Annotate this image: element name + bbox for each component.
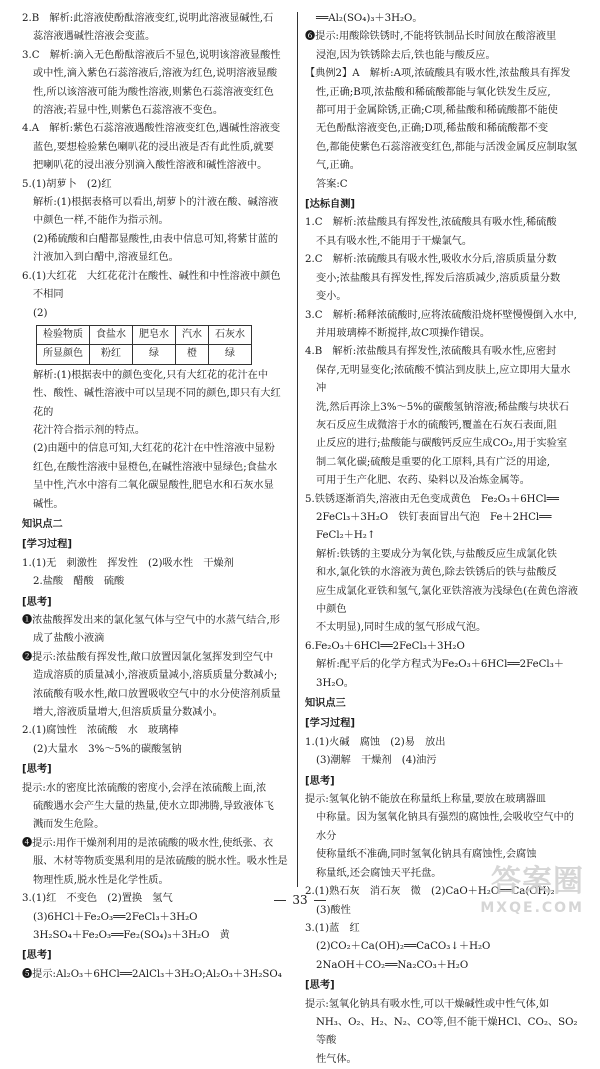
text-line: 使称量纸不准确,同时氢氧化钠具有腐蚀性,会腐蚀 — [316, 849, 537, 861]
text-line: (2)大量水 3%～5%的碳酸氢钠 — [33, 743, 182, 755]
text-line: 蕊溶液遇碱性溶液会变蓝。 — [33, 31, 156, 43]
page-number: 33 — [0, 893, 600, 907]
text-line: 【典例2】A 解析:A项,浓硫酸具有吸水性,浓盐酸具有挥发 — [305, 68, 571, 80]
text-line: 花汁符合指示剂的特点。 — [33, 424, 146, 436]
watermark-logo — [480, 856, 584, 916]
text-line: 6.(1)大红花 大红花花汁在酸性、碱性和中性溶液中颜色 — [22, 270, 281, 282]
text-line: ❺提示:Al₂O₃＋6HCl══2AlCl₃＋3H₂O;Al₂O₃＋3H₂SO₄ — [22, 968, 282, 980]
text-line: 1.(1)火碱 腐蚀 (2)易 放出 — [305, 736, 446, 748]
section-heading: 知识点三 — [305, 698, 346, 710]
text-line: 硫酸遇水会产生大量的热量,使水立即沸腾,导致液体飞 — [33, 801, 274, 813]
text-line: 灰石反应生成微溶于水的硫酸钙,覆盖在石灰石表面,阻 — [316, 419, 557, 431]
text-line: 5.铁锈逐渐消失,溶液由无色变成黄色 Fe₂O₃＋6HCl══ — [305, 493, 559, 505]
left-column — [22, 10, 290, 984]
text-line: ❷提示:浓盐酸有挥发性,敞口放置因氯化氢挥发到空气中 — [22, 651, 274, 663]
text-line: 蓝色,要想检验紫色喇叭花的浸出液是否有此性质,就要 — [33, 141, 274, 153]
text-line: (2)CO₂＋Ca(OH)₂══CaCO₃↓＋H₂O — [316, 941, 491, 953]
text-line: 汁液加入到白醋中,溶液显红色。 — [33, 252, 179, 264]
text-line: 不相同 — [33, 289, 64, 301]
text-line: 答案:C — [316, 178, 348, 190]
text-line: (3)潮解 干燥剂 (4)油污 — [316, 755, 437, 767]
text-line: 浓硫酸有吸水性,敞口放置吸收空气中的水分使溶剂质量 — [33, 688, 281, 700]
text-line: 1.(1)无 刺激性 挥发性 (2)吸水性 干燥剂 — [22, 557, 234, 569]
text-line: 呈中性,汽水中溶有二氧化碳显酸性,肥皂水和石灰水显 — [33, 480, 274, 492]
text-line: (2)由题中的信息可知,大红花的花汁在中性溶液中显粉 — [33, 443, 275, 455]
text-line: 3H₂SO₄＋Fe₂O₃══Fe₂(SO₄)₃＋3H₂O 黄 — [33, 929, 230, 941]
text-line: (3)6HCl＋Fe₂O₃══2FeCl₃＋3H₂O — [33, 911, 198, 923]
text-line: 4.B 解析:浓盐酸具有挥发性,浓硫酸具有吸水性,应密封 — [305, 346, 557, 358]
text-line: 性,所以该溶液可能为酸性溶液,则紫色石蕊溶液变红色 — [33, 86, 274, 98]
text-line: NH₃、O₂、H₂、N₂、CO等,但不能干燥HCl、CO₂、SO₂等酸 — [316, 1016, 578, 1047]
text-line: 把喇叭花的浸出液分别滴入酸性溶液和碱性溶液中。 — [33, 160, 268, 172]
text-line: 保存,无明显变化;浓硫酸不慎沾到皮肤上,应立即用大量水冲 — [316, 364, 571, 395]
text-line: 2FeCl₃＋3H₂O 铁钉表面冒出气泡 Fe＋2HCl══ — [316, 511, 552, 523]
watermark-text: 答案圈 — [491, 864, 584, 899]
section-heading: [学习过程] — [22, 539, 73, 551]
text-line: 3.C 解析:稀释浓硫酸时,应将浓硫酸沿烧杯壁慢慢倒入水中, — [305, 309, 577, 321]
text-line: 不太明显),同时生成的氢气形成气泡。 — [316, 622, 487, 634]
text-line: 不具有吸水性,不能用于干燥氯气。 — [316, 235, 473, 247]
text-line: 2.(1)熟石灰 消石灰 微 (2)CaO＋H₂O══Ca(OH)₂ — [305, 886, 555, 898]
text-line: (2)稀硫酸和白醋都显酸性,由表中信息可知,将紫甘蓝的 — [33, 233, 279, 245]
table-cell: 石灰水 — [209, 325, 252, 344]
text-line: (2) — [33, 307, 48, 319]
text-line: 2.C 解析:浓硫酸具有吸水性,吸收水分后,溶质质量分数 — [305, 254, 557, 266]
table-cell: 所显颜色 — [37, 345, 90, 364]
section-heading: [学习过程] — [305, 718, 356, 730]
table-cell: 汽水 — [176, 325, 209, 344]
text-line: 提示:氢氧化钠不能放在称量纸上称量,要放在玻璃器皿 — [305, 794, 546, 806]
section-heading: [思考] — [22, 950, 52, 962]
text-line: ══Al₂(SO₄)₃＋3H₂O。 — [316, 13, 423, 24]
text-line: 解析:配平后的化学方程式为Fe₂O₃＋6HCl══2FeCl₃＋ — [316, 659, 564, 671]
text-line: 4.A 解析:紫色石蕊溶液遇酸性溶液变红色,遇碱性溶液变 — [22, 123, 281, 135]
text-line: 可用于生产化肥、农药、染料以及冶炼金属等。 — [316, 475, 530, 487]
text-line: 物理性质,脱水性是化学性质。 — [33, 874, 169, 886]
text-line: 2.B 解析:此溶液使酚酞溶液变红,说明此溶液显碱性,石 — [22, 13, 274, 24]
text-line: 3.(1)蓝 红 — [305, 922, 360, 934]
table-cell: 食盐水 — [90, 325, 133, 344]
text-line: 红色,在酸性溶液中显橙色,在碱性溶液中显绿色;食盐水 — [33, 461, 278, 473]
text-line: FeCl₂＋H₂↑ — [316, 530, 376, 542]
text-line: 2.(1)腐蚀性 浓硫酸 水 玻璃棒 — [22, 725, 179, 737]
text-line: 都可用于金属除锈,正确;C项,稀盐酸和稀硫酸都不能使 — [316, 105, 558, 117]
text-line: 中颜色一样,不能作为指示剂。 — [33, 215, 169, 227]
color-result-table — [36, 325, 252, 365]
text-line: 提示:水的密度比浓硫酸的密度小,会浮在浓硫酸上面,浓 — [22, 782, 267, 794]
text-line: (3)酸性 — [316, 904, 351, 916]
text-line: 3.(1)红 不变色 (2)置换 氢气 — [22, 893, 173, 905]
text-line: 制二氧化碳;硫酸是重要的化工原料,具有广泛的用途, — [316, 456, 551, 468]
text-line: 色,都能使紫色石蕊溶液变红色,都能与活泼金属反应制取氢 — [316, 141, 578, 153]
section-heading: 知识点二 — [22, 518, 63, 530]
table-cell: 绿 — [133, 345, 176, 364]
section-heading: [达标自测] — [305, 199, 356, 211]
text-line: 气,正确。 — [316, 160, 360, 172]
text-line: 解析:(1)根据表中的颜色变化,只有大红花的花汁在中 — [33, 369, 269, 381]
text-line: 的溶液;若显中性,则紫色石蕊溶液不变色。 — [33, 105, 224, 117]
table-cell: 检验物质 — [37, 325, 90, 344]
section-heading: [思考] — [22, 764, 52, 776]
text-line: 溅而发生危险。 — [33, 819, 105, 831]
section-heading: [思考] — [305, 775, 335, 787]
text-line: 2NaOH＋CO₂══Na₂CO₃＋H₂O — [316, 959, 469, 971]
text-line: 造成溶质的质量减小,溶液质量减小,溶质质量分数减小; — [33, 670, 278, 682]
text-line: 洗,然后再涂上3%～5%的碳酸氢钠溶液;稀盐酸与块状石 — [316, 401, 569, 413]
text-line: 变小;浓盐酸具有挥发性,挥发后溶质减少,溶质质量分数 — [316, 272, 561, 284]
table-cell: 肥皂水 — [133, 325, 176, 344]
column-divider — [297, 12, 298, 887]
text-line: 1.C 解析:浓盐酸具有挥发性,浓硫酸具有吸水性,稀硫酸 — [305, 217, 557, 229]
text-line: 碱性。 — [33, 498, 64, 510]
text-line: 增大,溶液质量增大,但溶质质量分数减小。 — [33, 707, 223, 719]
text-line: 3.C 解析:滴入无色酚酞溶液后不显色,说明该溶液显酸性 — [22, 49, 281, 61]
text-line: 性、酸性、碱性溶液中可以呈现不同的颜色,即只有大红花的 — [33, 388, 281, 418]
text-line: 应生成氯化亚铁和氢气,氯化亚铁溶液为浅绿色(在黄色溶液中颜色 — [316, 585, 578, 615]
text-line: 解析:铁锈的主要成分为氧化铁,与盐酸反应生成氯化铁 — [316, 548, 557, 560]
text-line: 或中性,滴入紫色石蕊溶液后,溶液为红色,说明溶液显酸 — [33, 68, 278, 80]
text-line: 止反应的进行;盐酸能与碳酸钙反应生成CO₂,用于实验室 — [316, 438, 568, 450]
text-line: 浸泡,因为铁锈除去后,铁也能与酸反应。 — [316, 49, 496, 61]
table-row — [37, 325, 252, 344]
text-line: 服、木材等物质变黑利用的是浓硫酸的脱水性。吸水性是 — [33, 856, 288, 868]
text-line: ❹提示:用作干燥剂利用的是浓硫酸的吸水性,使纸张、衣 — [22, 837, 274, 849]
text-line: 称量纸,还会腐蚀天平托盘。 — [316, 867, 442, 879]
text-line: 变小。 — [316, 291, 347, 303]
text-line: 成了盐酸小液滴 — [33, 633, 105, 645]
text-line: 性,正确;B项,浓盐酸和稀硫酸都能与氧化铁发生反应, — [316, 86, 551, 98]
table-row — [37, 345, 252, 364]
text-line: ❻提示:用酸除铁锈时,不能将铁制品长时间放在酸溶液里 — [305, 31, 557, 43]
text-line: ❶浓盐酸挥发出来的氯化氢气体与空气中的水蒸气结合,形 — [22, 615, 280, 626]
text-line: 中称量。因为氢氧化钠具有强烈的腐蚀性,会吸收空气中的水分 — [316, 812, 574, 842]
section-heading: [思考] — [22, 596, 52, 608]
text-line: 提示:氢氧化钠具有吸水性,可以干燥碱性或中性气体,如 — [305, 998, 550, 1010]
table-cell: 粉红 — [90, 345, 133, 364]
text-line: 并用玻璃棒不断搅拌,故C项操作错误。 — [316, 327, 491, 339]
text-line: 无色酚酞溶液变色,正确;D项,稀盐酸和稀硫酸都不变 — [316, 123, 549, 135]
text-line: 5.(1)胡萝卜 (2)红 — [22, 178, 112, 190]
text-line: 性气体。 — [316, 1053, 357, 1065]
text-line: 3H₂O。 — [316, 677, 354, 689]
text-line: 和水,氯化铁的水溶液为黄色,除去铁锈后的铁与盐酸反 — [316, 567, 557, 579]
watermark-url: MXQE.COM — [480, 900, 584, 916]
section-heading: [思考] — [305, 980, 335, 992]
text-line: 解析:(1)根据表格可以看出,胡萝卜的汁液在酸、碱溶液 — [33, 197, 279, 209]
text-line: 2.盐酸 醋酸 硫酸 — [33, 576, 125, 588]
table-cell: 橙 — [176, 345, 209, 364]
text-line: 6.Fe₂O₃＋6HCl══2FeCl₃＋3H₂O — [305, 640, 465, 652]
table-cell: 绿 — [209, 345, 252, 364]
